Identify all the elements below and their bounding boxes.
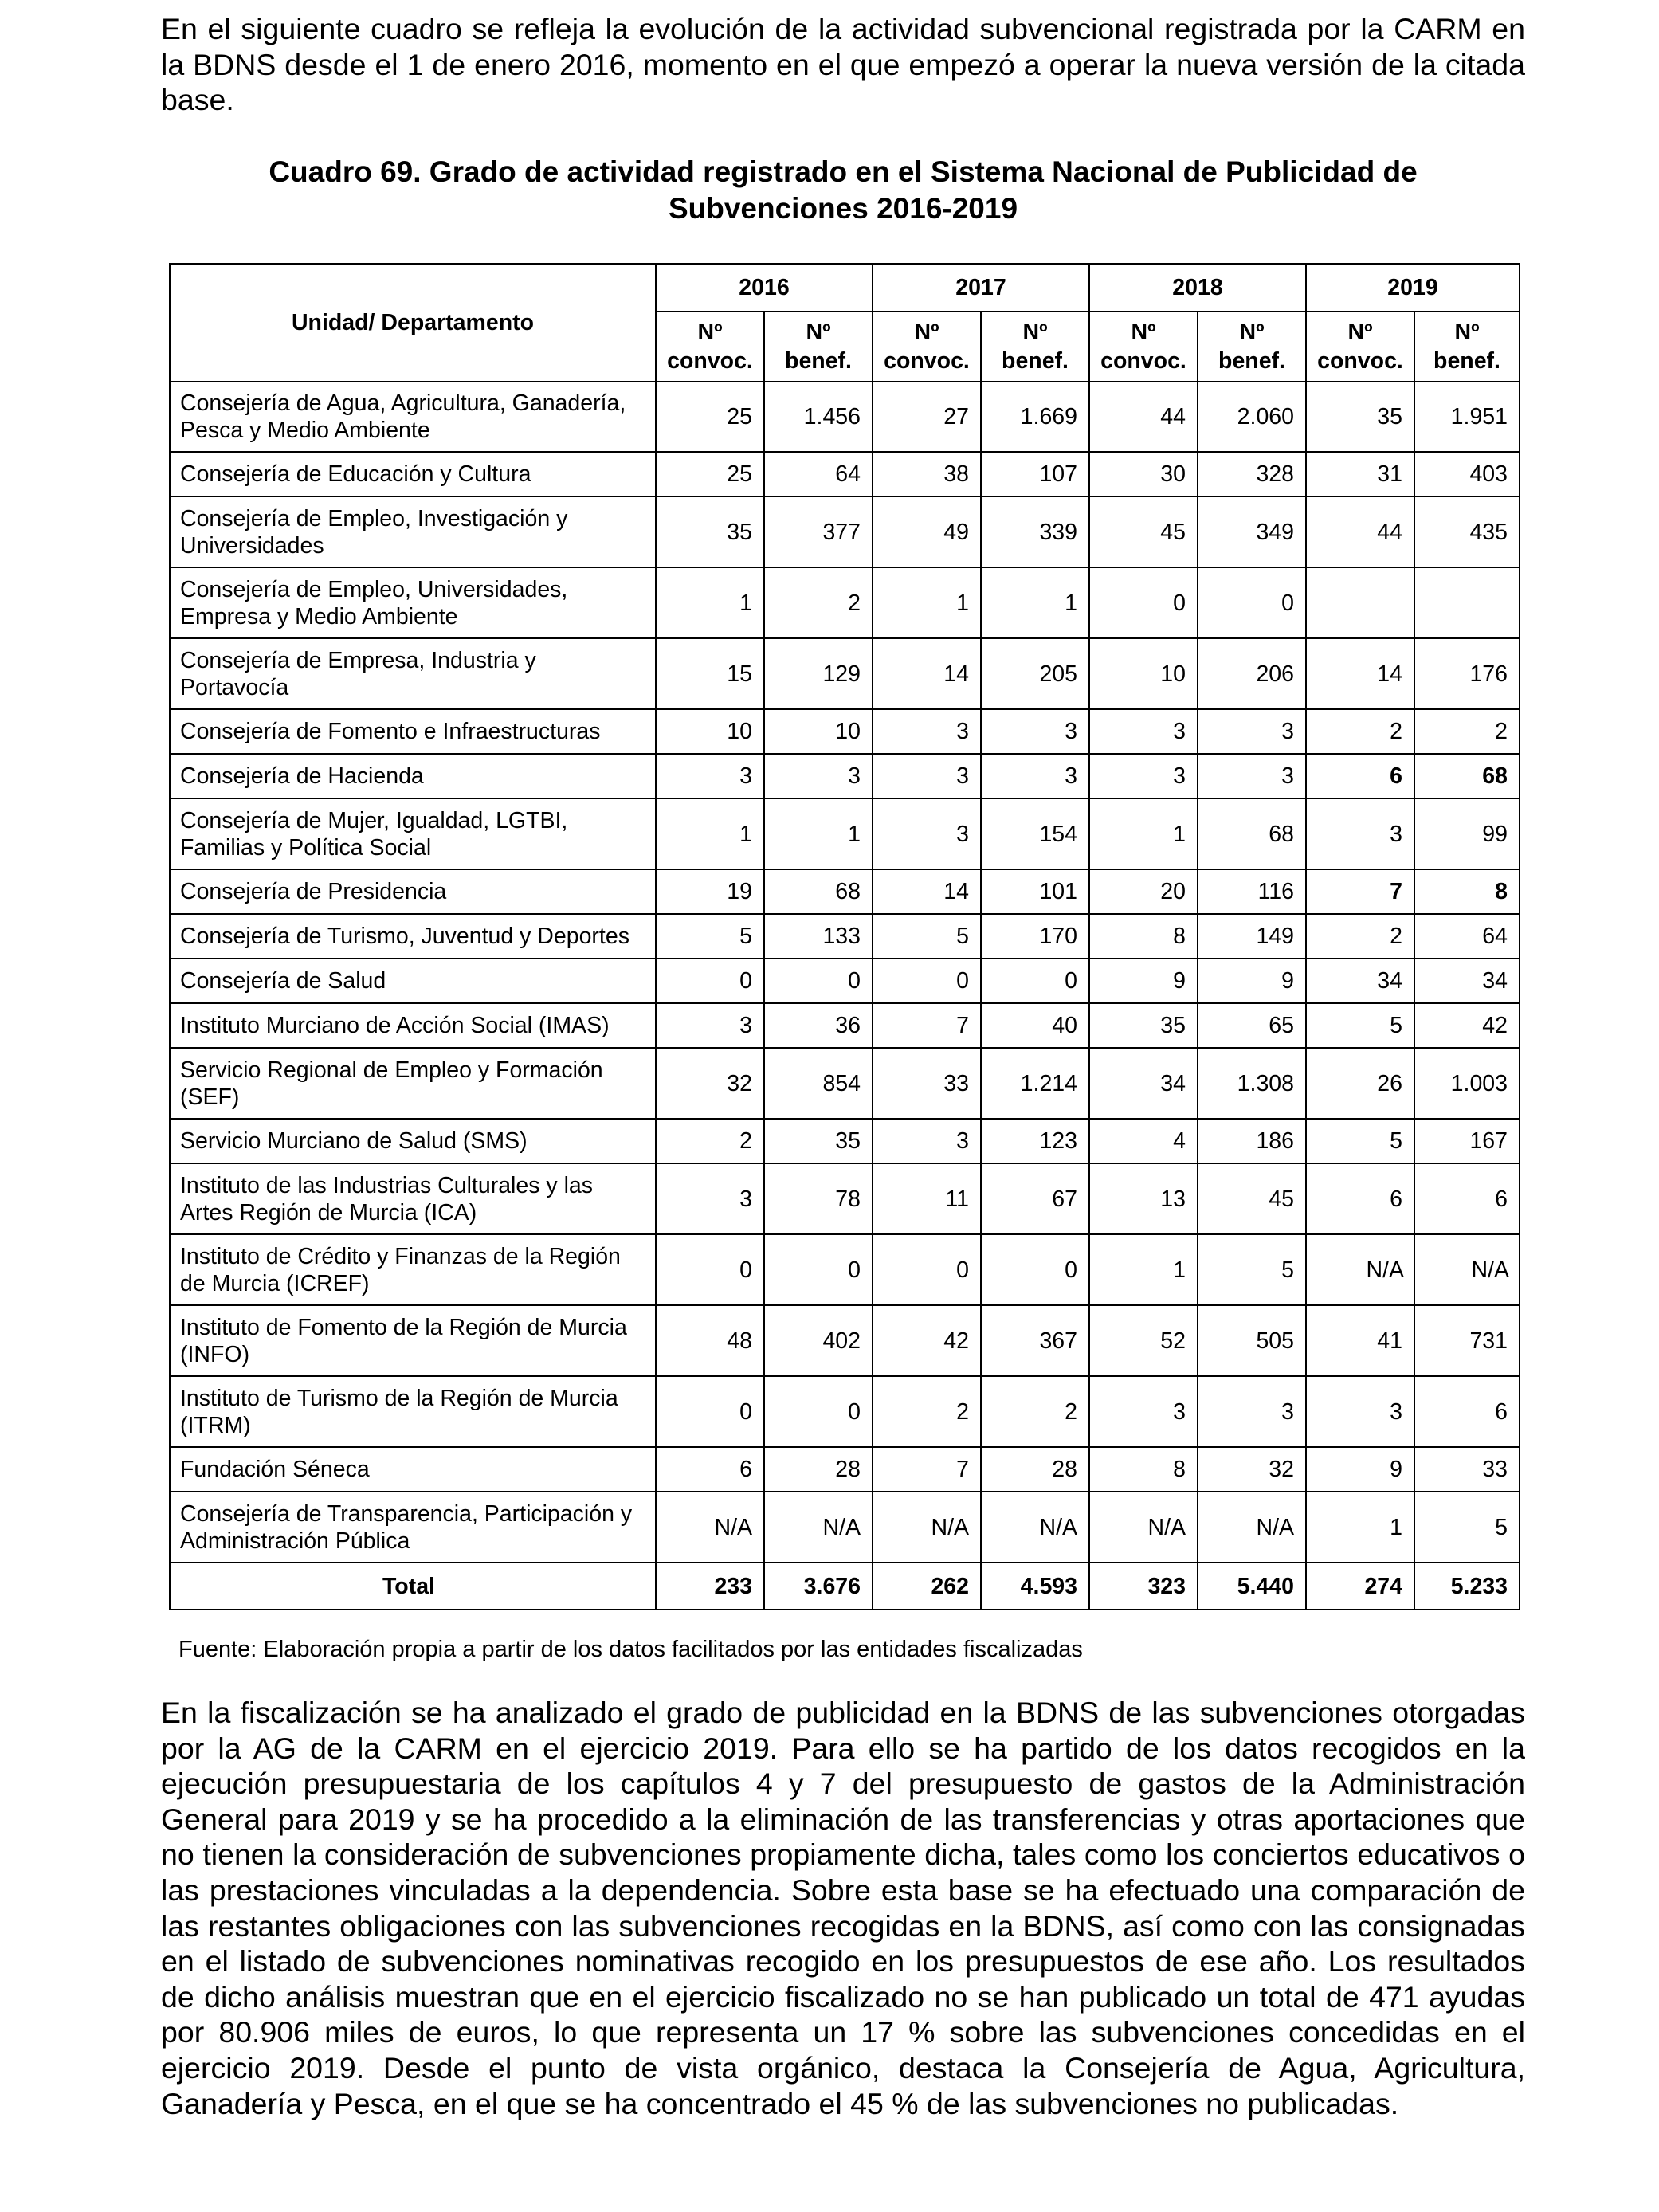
header-convoc-line2: convoc. [667, 348, 753, 374]
intro-paragraph: En el siguiente cuadro se refleja la evolución de la actividad subvencional registrada por la CARM en la BDNS desde el 1 de enero 2016, momento en el que empezó a operar la nueva versión de la citada base. [161, 12, 1525, 117]
total-benef: 3.676 [764, 1563, 873, 1610]
table-row [170, 1048, 1520, 1119]
cell-benef: 1.214 [981, 1048, 1089, 1119]
row-unit-name: Consejería de Empleo, Universidades, Empresa y Medio Ambiente [170, 567, 656, 638]
table-body [170, 382, 1520, 1610]
table-row [170, 754, 1520, 798]
cell-benef: 435 [1414, 496, 1520, 567]
cell-convoc: 45 [1089, 496, 1198, 567]
cell-benef: 123 [981, 1119, 1089, 1163]
cell-benef: 0 [764, 1234, 873, 1305]
cell-benef: 35 [764, 1119, 873, 1163]
cell-benef: 40 [981, 1003, 1089, 1048]
row-unit-name: Consejería de Empleo, Investigación y Universidades [170, 496, 656, 567]
cell-convoc: 3 [873, 709, 981, 754]
header-benef-line2: benef. [1002, 348, 1069, 374]
cell-convoc: 41 [1306, 1305, 1414, 1376]
row-unit-name: Consejería de Mujer, Igualdad, LGTBI, Familias y Política Social [170, 798, 656, 869]
cell-convoc: 44 [1089, 382, 1198, 452]
cell-convoc: 35 [656, 496, 764, 567]
cell-convoc: 34 [1089, 1048, 1198, 1119]
cell-benef: 1.456 [764, 382, 873, 452]
header-convoc-line1: Nº [697, 320, 723, 345]
cell-benef: 1.308 [1198, 1048, 1306, 1119]
header-benef-line2: benef. [785, 348, 852, 374]
row-unit-name: Consejería de Empresa, Industria y Portavocía [170, 638, 656, 709]
cell-benef: 1.951 [1414, 382, 1520, 452]
table-header [170, 264, 1520, 382]
table-row [170, 1492, 1520, 1563]
cell-convoc: 0 [873, 959, 981, 1003]
cell-convoc: 27 [873, 382, 981, 452]
cell-benef: N/A [764, 1492, 873, 1563]
cell-convoc: 1 [1306, 1492, 1414, 1563]
cell-benef: 3 [1198, 709, 1306, 754]
cell-convoc: 32 [656, 1048, 764, 1119]
cell-benef: 328 [1198, 452, 1306, 496]
row-unit-name: Consejería de Hacienda [170, 754, 656, 798]
cell-benef: 1 [981, 567, 1089, 638]
table-caption [161, 154, 1525, 227]
cell-convoc: 5 [1306, 1119, 1414, 1163]
header-row-years [170, 264, 1520, 312]
table-row [170, 567, 1520, 638]
table-row [170, 1003, 1520, 1048]
row-unit-name: Servicio Regional de Empleo y Formación (SEF) [170, 1048, 656, 1119]
cell-convoc: 1 [1089, 1234, 1198, 1305]
cell-benef: 68 [764, 869, 873, 914]
table-row [170, 452, 1520, 496]
cell-convoc: 7 [873, 1447, 981, 1492]
cell-benef: 78 [764, 1163, 873, 1234]
cell-benef: 0 [1198, 567, 1306, 638]
cell-benef: 28 [764, 1447, 873, 1492]
body-paragraph: En la fiscalización se ha analizado el grado de publicidad en la BDNS de las subvenciones otorgadas por la AG de la CARM en el ejercicio 2019. Para ello se ha partido de los datos recogidos en la ejecución presupuestaria de los capítulos 4 y 7 del presupuesto de gastos de la Administración General para 2019 y se ha procedido a la eliminación de las transferencias y otras aportaciones que no tienen la consideración de subvenciones propiamente dicha, tales como los conciertos educativos o las prestaciones vinculadas a la dependencia. Sobre esta base se ha efectuado una comparación de las restantes obligaciones con las subvenciones recogidas en la BDNS, así como con las consignadas en el listado de subvenciones nominativas recogido en los presupuestos de ese año. Los resultados de dicho análisis muestran que en el ejercicio fiscalizado no se han publicado un total de 471 ayudas por 80.906 miles de euros, lo que representa un 17 % sobre las subvenciones concedidas en el ejercicio 2019. Desde el punto de vista orgánico, destaca la Consejería de Agua, Agricultura, Ganadería y Pesca, en el que se ha concentrado el 45 % de las subvenciones no publicadas. [161, 1696, 1525, 2120]
cell-convoc: 2 [873, 1376, 981, 1447]
cell-convoc: 3 [656, 1163, 764, 1234]
cell-benef: 42 [1414, 1003, 1520, 1048]
cell-benef: 2.060 [1198, 382, 1306, 452]
cell-benef: 186 [1198, 1119, 1306, 1163]
cell-convoc: 5 [873, 914, 981, 959]
cell-benef: 5 [1414, 1492, 1520, 1563]
cell-convoc: 19 [656, 869, 764, 914]
cell-benef: 68 [1198, 798, 1306, 869]
header-benef-line1: Nº [1022, 320, 1048, 345]
cell-convoc: 11 [873, 1163, 981, 1234]
cell-benef: 2 [981, 1376, 1089, 1447]
header-convoc-line2: convoc. [884, 348, 970, 374]
cell-benef: 167 [1414, 1119, 1520, 1163]
cell-convoc: 1 [656, 567, 764, 638]
header-benef [764, 312, 873, 382]
cell-convoc: 2 [1306, 914, 1414, 959]
header-convoc [656, 312, 764, 382]
cell-benef: 149 [1198, 914, 1306, 959]
cell-benef: 6 [1414, 1163, 1520, 1234]
cell-benef: 0 [981, 1234, 1089, 1305]
header-convoc-line2: convoc. [1317, 348, 1403, 374]
cell-benef: 6 [1414, 1376, 1520, 1447]
cell-benef: 731 [1414, 1305, 1520, 1376]
cell-convoc: 3 [1089, 754, 1198, 798]
cell-benef: 9 [1198, 959, 1306, 1003]
header-benef-line1: Nº [1239, 320, 1265, 345]
cell-convoc [1306, 567, 1414, 638]
cell-benef: 34 [1414, 959, 1520, 1003]
cell-convoc: 34 [1306, 959, 1414, 1003]
cell-benef: 854 [764, 1048, 873, 1119]
cell-convoc: 30 [1089, 452, 1198, 496]
total-convoc: 323 [1089, 1563, 1198, 1610]
cell-convoc: 20 [1089, 869, 1198, 914]
cell-benef: 2 [1414, 709, 1520, 754]
row-unit-name: Instituto de Crédito y Finanzas de la Región de Murcia (ICREF) [170, 1234, 656, 1305]
cell-benef: 402 [764, 1305, 873, 1376]
table-row [170, 1234, 1520, 1305]
cell-convoc: 2 [1306, 709, 1414, 754]
cell-benef: 377 [764, 496, 873, 567]
cell-benef: 206 [1198, 638, 1306, 709]
cell-convoc: 52 [1089, 1305, 1198, 1376]
cell-benef: 349 [1198, 496, 1306, 567]
cell-convoc: 9 [1306, 1447, 1414, 1492]
cell-convoc: 14 [1306, 638, 1414, 709]
cell-benef: 205 [981, 638, 1089, 709]
header-year: 2018 [1089, 264, 1306, 312]
cell-convoc: 1 [1089, 798, 1198, 869]
cell-convoc: 13 [1089, 1163, 1198, 1234]
header-benef-line1: Nº [1454, 320, 1480, 345]
total-benef: 5.233 [1414, 1563, 1520, 1610]
table-row [170, 382, 1520, 452]
cell-benef: 107 [981, 452, 1089, 496]
cell-convoc: 14 [873, 869, 981, 914]
cell-convoc: 5 [656, 914, 764, 959]
cell-convoc: N/A [656, 1492, 764, 1563]
cell-benef: 99 [1414, 798, 1520, 869]
row-unit-name: Instituto de Fomento de la Región de Murcia (INFO) [170, 1305, 656, 1376]
cell-convoc: 38 [873, 452, 981, 496]
cell-benef: 170 [981, 914, 1089, 959]
header-unit: Unidad/ Departamento [170, 264, 656, 382]
table-caption-line2: Subvenciones 2016-2019 [668, 192, 1018, 225]
cell-convoc: 35 [1089, 1003, 1198, 1048]
cell-benef: 403 [1414, 452, 1520, 496]
table-row [170, 496, 1520, 567]
cell-convoc: 7 [873, 1003, 981, 1048]
row-unit-name: Consejería de Fomento e Infraestructuras [170, 709, 656, 754]
table-caption-line1: Cuadro 69. Grado de actividad registrado en el Sistema Nacional de Publicidad de [269, 155, 1418, 188]
cell-convoc: 5 [1306, 1003, 1414, 1048]
cell-convoc: 15 [656, 638, 764, 709]
table-row [170, 914, 1520, 959]
cell-benef: 8 [1414, 869, 1520, 914]
cell-benef: 65 [1198, 1003, 1306, 1048]
table-row [170, 959, 1520, 1003]
cell-convoc: 6 [1306, 754, 1414, 798]
cell-convoc: 2 [656, 1119, 764, 1163]
header-benef [1414, 312, 1520, 382]
cell-convoc: 33 [873, 1048, 981, 1119]
table-row [170, 798, 1520, 869]
table-row [170, 1163, 1520, 1234]
row-unit-name: Instituto de las Industrias Culturales y las Artes Región de Murcia (ICA) [170, 1163, 656, 1234]
cell-convoc: N/A [1089, 1492, 1198, 1563]
cell-convoc: 6 [1306, 1163, 1414, 1234]
cell-benef: 129 [764, 638, 873, 709]
table-row [170, 709, 1520, 754]
cell-convoc: 8 [1089, 1447, 1198, 1492]
cell-benef: 68 [1414, 754, 1520, 798]
row-unit-name: Consejería de Agua, Agricultura, Ganadería, Pesca y Medio Ambiente [170, 382, 656, 452]
cell-convoc: 49 [873, 496, 981, 567]
cell-benef: 64 [764, 452, 873, 496]
cell-benef: 64 [1414, 914, 1520, 959]
cell-convoc: 14 [873, 638, 981, 709]
cell-benef: 505 [1198, 1305, 1306, 1376]
cell-convoc: 3 [656, 754, 764, 798]
cell-benef: 32 [1198, 1447, 1306, 1492]
cell-benef: 67 [981, 1163, 1089, 1234]
row-unit-name: Consejería de Transparencia, Participación y Administración Pública [170, 1492, 656, 1563]
cell-benef: 116 [1198, 869, 1306, 914]
header-convoc [873, 312, 981, 382]
header-convoc [1306, 312, 1414, 382]
cell-benef: 5 [1198, 1234, 1306, 1305]
header-year: 2019 [1306, 264, 1520, 312]
row-unit-name: Consejería de Salud [170, 959, 656, 1003]
row-unit-name: Consejería de Turismo, Juventud y Deportes [170, 914, 656, 959]
header-benef [981, 312, 1089, 382]
header-benef [1198, 312, 1306, 382]
cell-convoc: 3 [1089, 709, 1198, 754]
subsidy-activity-table [169, 263, 1520, 1610]
header-benef-line2: benef. [1433, 348, 1500, 374]
cell-benef: 0 [764, 959, 873, 1003]
cell-benef: 154 [981, 798, 1089, 869]
row-unit-name: Consejería de Presidencia [170, 869, 656, 914]
cell-convoc: 35 [1306, 382, 1414, 452]
cell-benef: 101 [981, 869, 1089, 914]
cell-convoc: N/A [1306, 1234, 1414, 1305]
cell-convoc: 3 [656, 1003, 764, 1048]
cell-benef: 3 [764, 754, 873, 798]
table-row [170, 869, 1520, 914]
header-benef-line1: Nº [806, 320, 831, 345]
total-label: Total [170, 1563, 656, 1610]
row-unit-name: Instituto de Turismo de la Región de Murcia (ITRM) [170, 1376, 656, 1447]
cell-convoc: 1 [873, 567, 981, 638]
cell-convoc: 3 [873, 1119, 981, 1163]
cell-benef: 10 [764, 709, 873, 754]
cell-convoc: 8 [1089, 914, 1198, 959]
table-row [170, 1305, 1520, 1376]
cell-benef: 339 [981, 496, 1089, 567]
header-convoc-line1: Nº [914, 320, 939, 345]
table-row [170, 638, 1520, 709]
cell-convoc: 3 [1306, 1376, 1414, 1447]
cell-convoc: 9 [1089, 959, 1198, 1003]
header-year: 2016 [656, 264, 873, 312]
header-year: 2017 [873, 264, 1089, 312]
cell-convoc: 26 [1306, 1048, 1414, 1119]
cell-convoc: 0 [656, 959, 764, 1003]
cell-convoc: 6 [656, 1447, 764, 1492]
cell-benef: 0 [764, 1376, 873, 1447]
cell-convoc: 31 [1306, 452, 1414, 496]
cell-convoc: 3 [1089, 1376, 1198, 1447]
cell-convoc: 0 [1089, 567, 1198, 638]
cell-benef: 3 [981, 709, 1089, 754]
cell-benef: 133 [764, 914, 873, 959]
cell-benef: N/A [1414, 1234, 1520, 1305]
header-benef-line2: benef. [1218, 348, 1285, 374]
header-convoc-line1: Nº [1131, 320, 1156, 345]
cell-convoc: 1 [656, 798, 764, 869]
cell-benef: 33 [1414, 1447, 1520, 1492]
cell-convoc: 0 [656, 1234, 764, 1305]
cell-convoc: 0 [656, 1376, 764, 1447]
total-benef: 5.440 [1198, 1563, 1306, 1610]
cell-benef: 3 [981, 754, 1089, 798]
cell-convoc: N/A [873, 1492, 981, 1563]
cell-benef: 28 [981, 1447, 1089, 1492]
table-row [170, 1447, 1520, 1492]
cell-benef: 367 [981, 1305, 1089, 1376]
total-convoc: 233 [656, 1563, 764, 1610]
total-convoc: 274 [1306, 1563, 1414, 1610]
cell-benef: 0 [981, 959, 1089, 1003]
cell-convoc: 25 [656, 452, 764, 496]
cell-benef: N/A [1198, 1492, 1306, 1563]
cell-convoc: 10 [1089, 638, 1198, 709]
cell-benef: 1.669 [981, 382, 1089, 452]
cell-benef: N/A [981, 1492, 1089, 1563]
row-unit-name: Instituto Murciano de Acción Social (IMAS) [170, 1003, 656, 1048]
cell-benef: 176 [1414, 638, 1520, 709]
cell-benef: 2 [764, 567, 873, 638]
cell-benef: 1.003 [1414, 1048, 1520, 1119]
cell-convoc: 42 [873, 1305, 981, 1376]
total-row [170, 1563, 1520, 1610]
cell-convoc: 44 [1306, 496, 1414, 567]
row-unit-name: Servicio Murciano de Salud (SMS) [170, 1119, 656, 1163]
cell-benef: 45 [1198, 1163, 1306, 1234]
header-convoc-line2: convoc. [1100, 348, 1186, 374]
cell-convoc: 10 [656, 709, 764, 754]
cell-benef [1414, 567, 1520, 638]
header-convoc [1089, 312, 1198, 382]
cell-convoc: 3 [873, 798, 981, 869]
cell-convoc: 0 [873, 1234, 981, 1305]
cell-convoc: 3 [1306, 798, 1414, 869]
total-convoc: 262 [873, 1563, 981, 1610]
cell-convoc: 3 [873, 754, 981, 798]
row-unit-name: Fundación Séneca [170, 1447, 656, 1492]
table-row [170, 1376, 1520, 1447]
cell-convoc: 4 [1089, 1119, 1198, 1163]
source-note: Fuente: Elaboración propia a partir de los datos facilitados por las entidades fiscalizadas [178, 1637, 1083, 1662]
row-unit-name: Consejería de Educación y Cultura [170, 452, 656, 496]
header-convoc-line1: Nº [1347, 320, 1373, 345]
cell-benef: 3 [1198, 1376, 1306, 1447]
total-benef: 4.593 [981, 1563, 1089, 1610]
table-row [170, 1119, 1520, 1163]
cell-benef: 3 [1198, 754, 1306, 798]
cell-benef: 36 [764, 1003, 873, 1048]
cell-benef: 1 [764, 798, 873, 869]
cell-convoc: 48 [656, 1305, 764, 1376]
cell-convoc: 25 [656, 382, 764, 452]
cell-convoc: 7 [1306, 869, 1414, 914]
